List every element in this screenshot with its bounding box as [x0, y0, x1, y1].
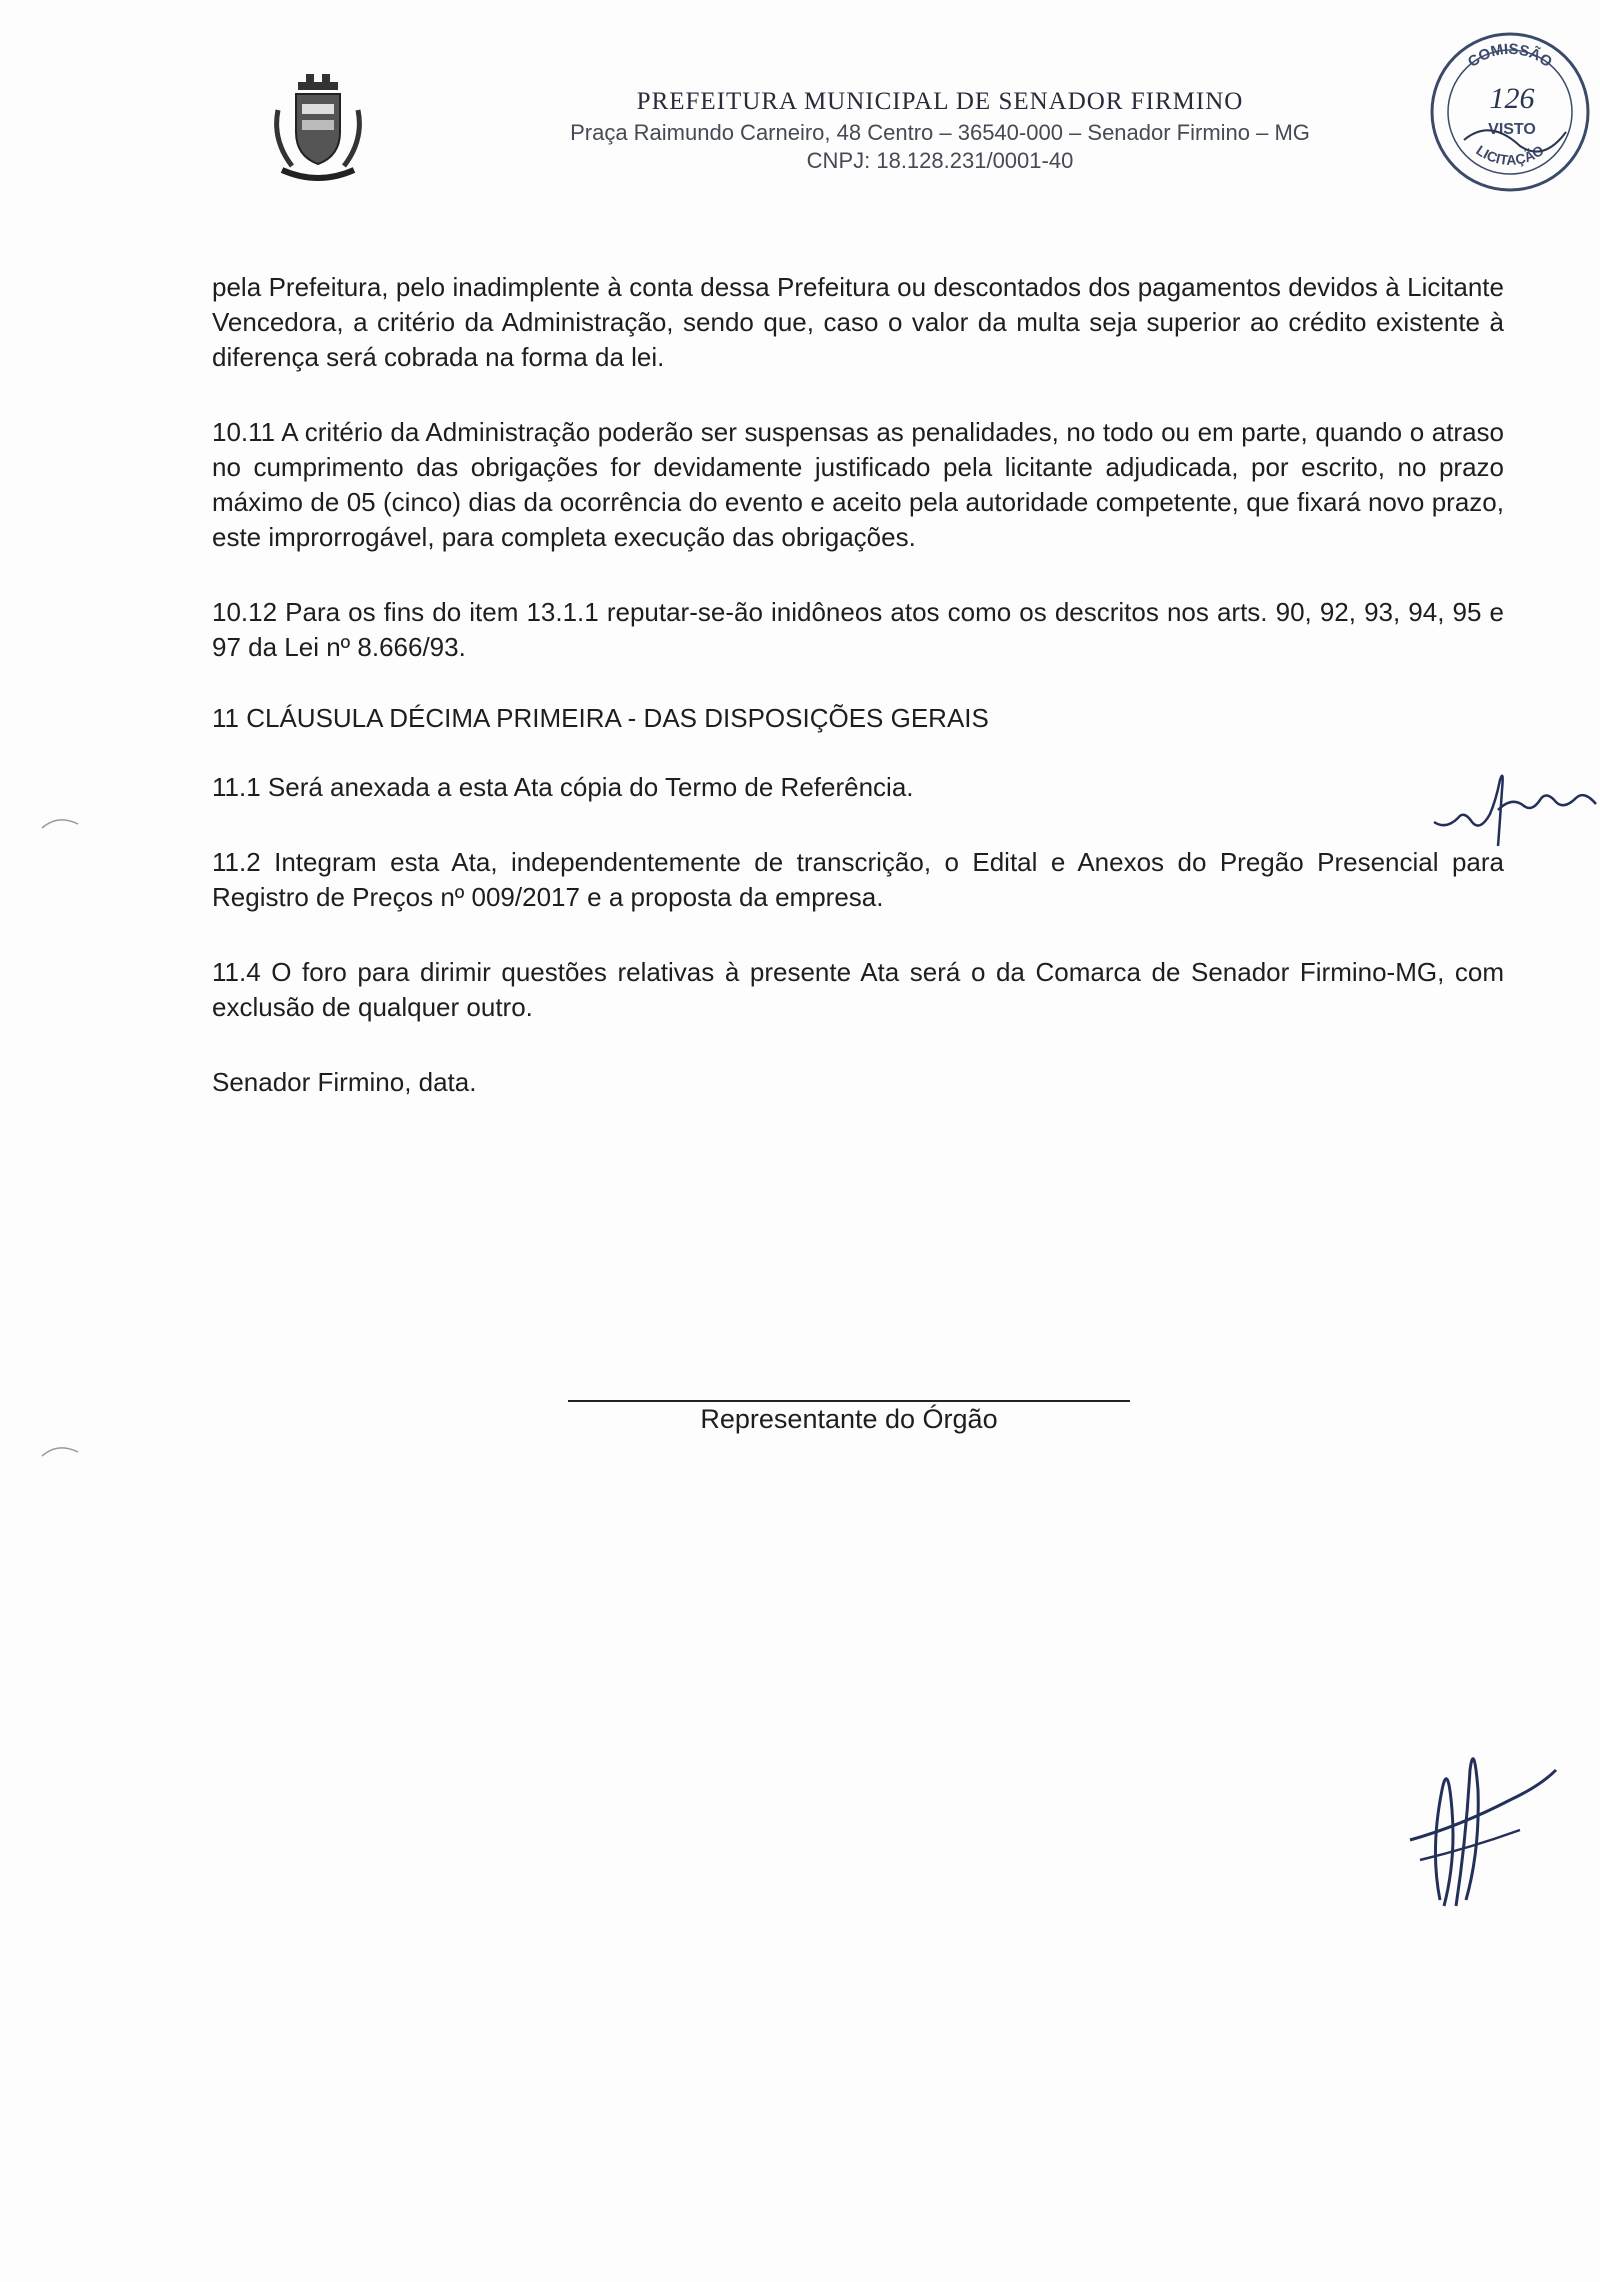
signature-label: Representante do Órgão	[700, 1404, 998, 1434]
place-and-date: Senador Firmino, data.	[212, 1067, 477, 1097]
signature-line	[568, 1400, 1130, 1402]
comissao-licitacao-stamp	[1420, 22, 1600, 202]
paragraph-11-2: 11.2 Integram esta Ata, independentemente de transcrição, o Edital e Anexos do Pregão Presencial para Registro de Preços nº 009/2017 e a proposta da empresa.	[212, 847, 1504, 912]
stamp-bottom-text: LICITAÇÃO	[1473, 141, 1547, 168]
margin-mark	[40, 1440, 80, 1460]
handwritten-initials	[1400, 1730, 1560, 1910]
stamp-middle-text: VISTO	[1488, 121, 1536, 138]
letterhead-address: Praça Raimundo Carneiro, 48 Centro – 36540-000 – Senador Firmino – MG	[570, 120, 1310, 145]
margin-mark	[40, 812, 80, 832]
letterhead	[460, 88, 1420, 176]
paragraph-11-1: 11.1 Será anexada a esta Ata cópia do Termo de Referência.	[212, 772, 914, 802]
svg-text:COMISSÃO	[1465, 41, 1556, 71]
handwritten-rubric	[1428, 760, 1600, 850]
paragraph-10-12: 10.12 Para os fins do item 13.1.1 reputar-se-ão inidôneos atos como os descritos nos arts. 90, 92, 93, 94, 95 e 97 da Lei nº 8.666/93.	[212, 597, 1504, 662]
letterhead-cnpj: CNPJ: 18.128.231/0001-40	[806, 148, 1074, 173]
paragraph-11-4: 11.4 O foro para dirimir questões relativas à presente Ata será o da Comarca de Senador Firmino-MG, com exclusão de qualquer outro.	[212, 957, 1504, 1022]
paragraph-10-11: 10.11 A critério da Administração poderão ser suspensas as penalidades, no todo ou em parte, quando o atraso no cumprimento das obrigações for devidamente justificado pela licitante adjudicada, por escrito, no prazo máximo de 05 (cinco) dias da ocorrência do evento e aceito pela autoridade competente, que fixará novo prazo, este improrrogável, para completa execução das obrigações.	[212, 417, 1504, 552]
svg-text:LICITAÇÃO	[1473, 142, 1546, 168]
paragraph-penalty-continuation: pela Prefeitura, pelo inadimplente à conta dessa Prefeitura ou descontados dos pagamentos devidos à Licitante Vencedora, a critério da Administração, sendo que, caso o valor da multa seja superior ao crédito existente à diferença será cobrada na forma da lei.	[212, 272, 1504, 372]
document-body	[212, 270, 1504, 1140]
letterhead-title: PREFEITURA MUNICIPAL DE SENADOR FIRMINO	[636, 88, 1244, 115]
stamp-top-text: COMISSÃO	[1464, 40, 1556, 71]
municipal-crest-icon	[268, 70, 368, 190]
clause-11-heading: 11 CLÁUSULA DÉCIMA PRIMEIRA - DAS DISPOSIÇÕES GERAIS	[212, 703, 989, 733]
stamp-number: 126	[1489, 82, 1535, 115]
